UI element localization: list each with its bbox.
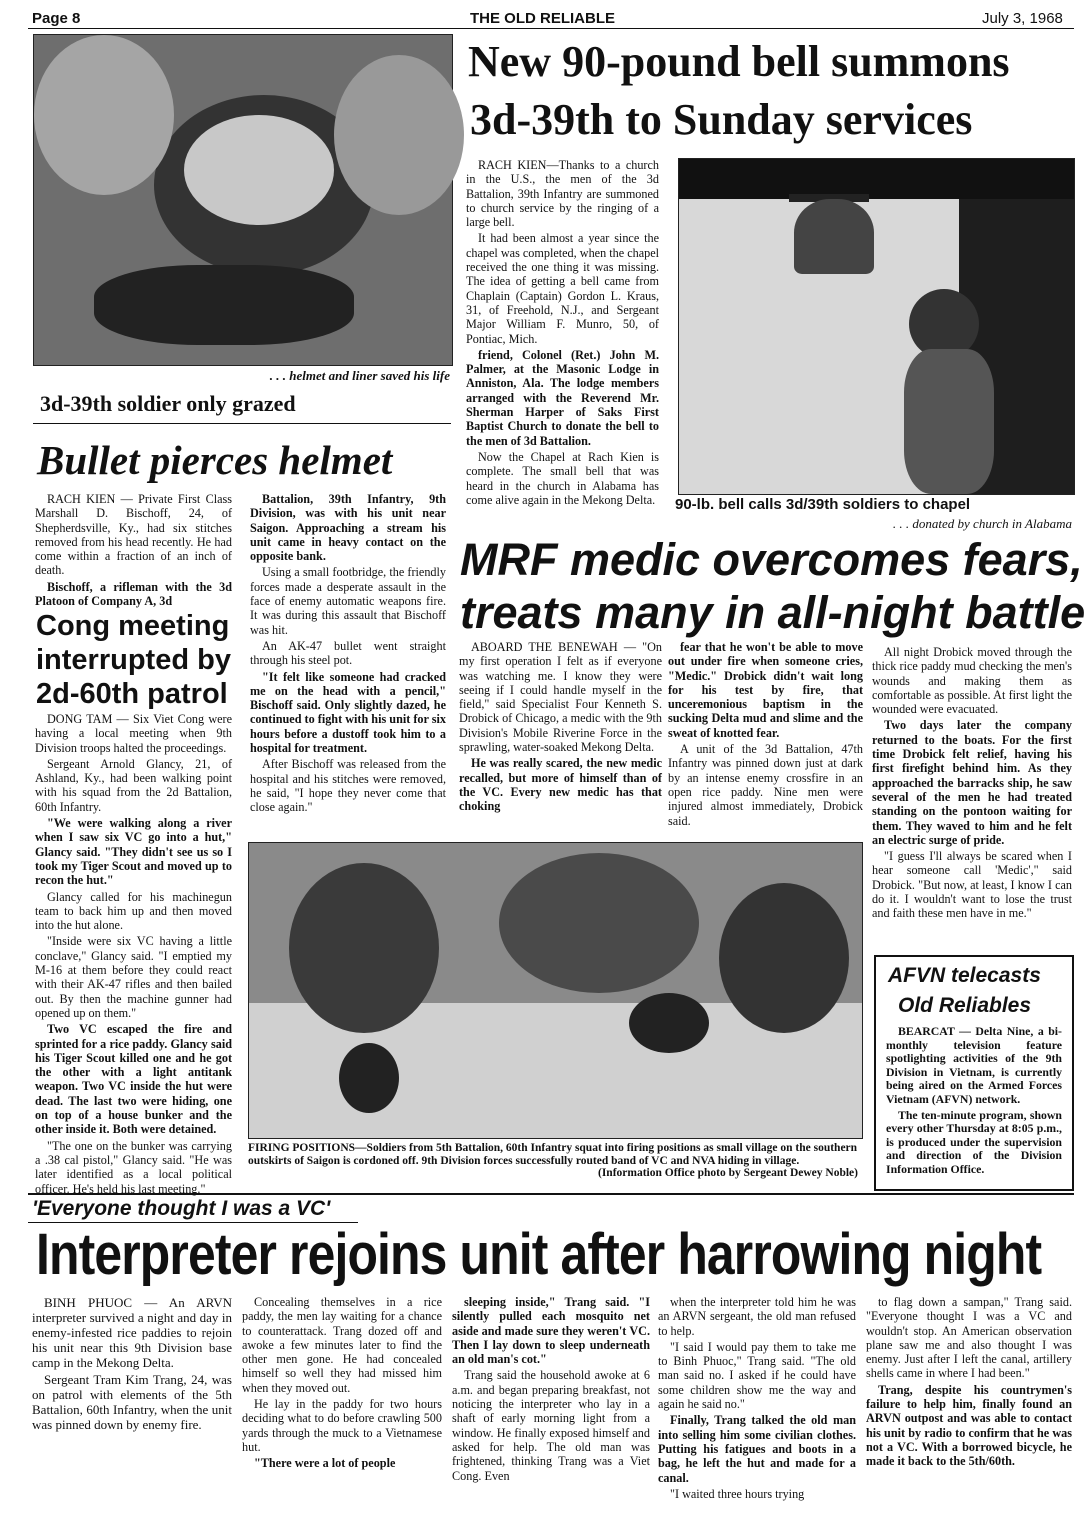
story-paragraph: Battalion, 39th Infantry, 9th Division, was with his unit near Saigon. Approaching a stream his unit came in heavy contact on the opposite bank.: [250, 492, 446, 564]
interpreter-top-rule: [28, 1193, 1074, 1195]
bell-photo-caption: 90-lb. bell calls 3d/39th soldiers to chapel: [675, 496, 971, 513]
story-paragraph: BINH PHUOC — An ARVN interpreter survived a night and day in enemy-infested rice paddies to rejoin his unit near this 9th Division base camp in the Mekong Delta.: [32, 1295, 232, 1370]
story-paragraph: An AK-47 bullet went straight through his steel pot.: [250, 638, 446, 668]
story-paragraph: He was really scared, the new medic recalled, but more of himself than of the VC. Every new medic has that choking: [459, 756, 662, 814]
helmet-story-col1: [35, 492, 232, 607]
firing-photo-caption: [248, 1142, 858, 1180]
afvn-headline-1: AFVN telecasts: [888, 964, 1041, 987]
helmet-rule: [33, 423, 451, 424]
masthead-rule: [28, 28, 1074, 29]
story-paragraph: RACH KIEN—Thanks to a church in the U.S., the men of the 3d Battalion, 39th Infantry are summoned to church service by the ringing of a large bell.: [466, 158, 659, 230]
story-paragraph: "The one on the bunker was carrying a .38 cal pistol," Glancy said. "He was later identified as a local political officer. He's held his last meeting.": [35, 1138, 232, 1196]
story-paragraph: Two VC escaped the fire and sprinted for a rice paddy. Glancy said his Tiger Scout killed one and he got the other with a light antitank weapon. Two VC inside the hut were dead. The last two were hiding, one on top of a house bunker and the other inside it. Both were detained.: [35, 1022, 232, 1137]
story-paragraph: "I said I would pay them to take me to Binh Phuoc," Trang said. "The old man said no. I asked if he could have some children show me the way and again he said no.": [658, 1339, 856, 1412]
helmet-photo-caption: . . . helmet and liner saved his life: [269, 368, 450, 383]
roof-shape: [679, 159, 1074, 199]
soldier-body: [904, 349, 994, 494]
soldier-shape-2: [629, 993, 709, 1053]
helmet-story-col2: [250, 492, 446, 828]
interpreter-col5: [866, 1295, 1072, 1510]
firing-caption-lead: FIRING POSITIONS—: [248, 1142, 367, 1154]
cong-story-body: [35, 712, 232, 1196]
story-paragraph: "There were a lot of people: [254, 1456, 396, 1471]
afvn-box: [874, 955, 1074, 1191]
mrf-headline-1: MRF medic overcomes fears,: [460, 534, 1083, 585]
helmet-highlight: [184, 115, 334, 225]
story-paragraph: sleeping inside," Trang said. "I silently pulled each mosquito net aside and made sure they weren't VC. Then I lay down to sleep underneath an old man's cot.": [452, 1295, 650, 1367]
story-paragraph: Two days later the company returned to the boats. For the first time Drobick felt relief, having his first firefight behind him. As they approached the barracks ship, he saw several of the men he had treated standing on the pontoon waiting for them. They waved to him and he felt an electric surge of pride.: [872, 718, 1072, 847]
afvn-headline-2: Old Reliables: [898, 994, 1032, 1017]
mrf-story-col3: [872, 645, 1072, 945]
story-paragraph: friend, Colonel (Ret.) John M. Palmer, at the Masonic Lodge in Anniston, Ala. The lodge members arranged with the Reverend Mr. Sherman Harper of Saks First Baptist Church to donate the bell to the men of 3d Battalion.: [466, 347, 659, 448]
story-paragraph: when the interpreter told him he was an ARVN sergeant, the old man refused to help.: [658, 1295, 856, 1338]
interpreter-kicker: 'Everyone thought I was a VC': [32, 1197, 331, 1220]
story-paragraph: It had been almost a year since the chapel was completed, when the chapel received the one thing it was missing. The idea of getting a bell came from Chaplain (Captain) Gordon L. Kraus, 31, of Freehold, N.J., and Sergeant Major William F. Munro, 50, of Pontiac, Mich.: [466, 231, 659, 346]
bell-photo-credit: . . . donated by church in Alabama: [892, 516, 1072, 531]
story-paragraph: After Bischoff was released from the hospital and his stitches were removed, he said, "I hope they never come that close again.": [250, 757, 446, 815]
story-paragraph: Glancy called for his machinegun team to back him up and then moved into the hut alone.: [35, 889, 232, 933]
story-paragraph: "It felt like someone had cracked me on the head with a pencil," Bischoff said. Only slightly dazed, he continued to fight with his unit for six hours before a dustoff took him to a hospital for treatment.: [250, 669, 446, 756]
mrf-story-col2: [668, 640, 863, 835]
foliage-shape: [34, 35, 174, 195]
foliage-shape-right: [334, 55, 464, 215]
story-paragraph: Now the Chapel at Rach Kien is complete. The small bell that was heard in the church in Alabama has come alive again in the Mekong Delta.: [466, 449, 659, 507]
interpreter-col2: [242, 1295, 442, 1510]
interpreter-headline: Interpreter rejoins unit after harrowing night: [36, 1222, 1042, 1287]
palm-shape-left: [289, 863, 439, 1033]
story-paragraph: BEARCAT — Delta Nine, a bi-monthly television feature spotlighting activities of the 9th Division in Vietnam, is currently being aired on the Armed Forces Vietnam (AFVN) network.: [886, 1024, 1062, 1106]
cong-headline-3: 2d-60th patrol: [36, 678, 228, 710]
interpreter-col1: [32, 1295, 232, 1510]
story-paragraph: Concealing themselves in a rice paddy, the men lay waiting for a chance to counterattack. Trang dozed off and awoke a few minutes later to find the other men gone. He had concealed himself so well they had missed him when they moved out.: [242, 1295, 442, 1395]
story-paragraph: Trang, despite his countrymen's failure to help him, finally found an ARVN outpost and was able to contact his unit by radio to confirm that he was not a VC. With a borrowed bicycle, he made it back to the 5th/60th.: [866, 1382, 1072, 1469]
bell-photo: [678, 158, 1075, 495]
interpreter-col4: [658, 1295, 856, 1510]
interpreter-col3: [452, 1295, 650, 1510]
soldier-shape-1: [339, 1043, 399, 1113]
mrf-story-col1: [459, 640, 662, 840]
story-paragraph: RACH KIEN — Private First Class Marshall D. Bischoff, 24, of Shepherdsville, Ky., had six stitches removed from his head recently. He had come within a fraction of an inch of death.: [35, 492, 232, 578]
firing-positions-photo: [248, 842, 863, 1139]
bell-headline-1: New 90-pound bell summons: [468, 37, 1010, 86]
story-paragraph: "I waited three hours trying: [670, 1486, 805, 1501]
story-paragraph: DONG TAM — Six Viet Cong were having a local meeting when 9th Division troops halted the proceedings.: [35, 712, 232, 755]
mrf-headline-2: treats many in all-night battle: [460, 587, 1085, 638]
firing-caption-text: Soldiers from 5th Battalion, 60th Infantry squat into firing positions as small village on the southern outskirts of Saigon is cordoned off. 9th Division forces successfully routed band of VC and NVA hiding in village.: [248, 1142, 858, 1167]
afvn-body: [886, 1025, 1062, 1185]
story-paragraph: Finally, Trang talked the old man into selling him some civilian clothes. Putting his fatigues and boots in a bag, he left the hut and made for a canal.: [658, 1413, 856, 1485]
story-paragraph: "Inside were six VC having a little conclave," Glancy said. "I emptied my M-16 at them before they could react with their AK-47 rifles and then bailed out. By then the machine gunner had opened up on them.": [35, 934, 232, 1020]
story-paragraph: "We were walking along a river when I saw six VC go into a hut," Glancy said. "They didn't see us so I took my Tiger Scout and moved up to recon the hut.": [35, 816, 232, 888]
bell-shape: [794, 199, 874, 274]
palm-shape-center: [499, 853, 699, 993]
story-paragraph: A unit of the 3d Battalion, 47th Infantry was pinned down just at dark by an intense enemy crossfire in an open rice paddy. Nine men were injured almost immediately, Drobick said.: [668, 742, 863, 828]
story-paragraph: Sergeant Tram Kim Trang, 24, was on patrol with elements of the 5th Battalion, 60th Infantry, when the unit was pinned down by enemy fire.: [32, 1372, 232, 1432]
paper-name: THE OLD RELIABLE: [470, 10, 615, 27]
page-number: Page 8: [32, 10, 81, 27]
cong-headline-2: interrupted by: [36, 644, 231, 676]
bell-headline-2: 3d-39th to Sunday services: [470, 95, 973, 144]
story-paragraph: All night Drobick moved through the thick rice paddy mud checking the men's wounds and making them as comfortable as possible. At first light the wounded were evacuated.: [872, 645, 1072, 717]
story-paragraph: ABOARD THE BENEWAH — "On my first operation I felt as if everyone was watching me. I know they were seeing if I could handle myself in the field," said Specialist Four Kenneth S. Drobick of Chicago, a medic with the 9th Division's Mobile Riverine Force in the sprawling, water-soaked Mekong Delta.: [459, 640, 662, 755]
story-paragraph: Trang said the household awoke at 6 a.m. and began preparing breakfast, not noticing the interpreter who lay in a shaft of early morning light from a window. He finally exposed himself and asked for help. The old man was frightened, thinking Trang was a Viet Cong. Even: [452, 1368, 650, 1483]
helmet-photo: [33, 34, 453, 366]
story-paragraph: The ten-minute program, shown every other Thursday at 8:05 p.m., is produced under the supervision and direction of the Division Information Office.: [886, 1107, 1062, 1176]
story-paragraph: Bischoff, a rifleman with the 3d Platoon of Company A, 3d: [35, 579, 232, 609]
firing-caption-credit: (Information Office photo by Sergeant Dewey Noble): [598, 1167, 858, 1180]
liner-shape: [94, 265, 354, 345]
cong-headline-1: Cong meeting: [36, 610, 230, 642]
story-paragraph: to flag down a sampan," Trang said. "Everyone thought I was a VC and wouldn't stop. An American observation plane saw me and also thought I was enemy. Just after I left the canal, artillery shells came in where I had been.": [866, 1295, 1072, 1381]
story-paragraph: Sergeant Arnold Glancy, 21, of Ashland, Ky., had been walking point with his squad from the 2d Battalion, 60th Infantry.: [35, 756, 232, 814]
story-paragraph: fear that he won't be able to move out under fire when someone cries, "Medic." Drobick didn't wait long for his test by fire, that unceremonious baptism in the sucking Delta mud and slime and the sweat of knotted fear.: [668, 640, 863, 740]
helmet-headline: Bullet pierces helmet: [37, 437, 393, 483]
helmet-kicker: 3d-39th soldier only grazed: [40, 391, 296, 416]
story-paragraph: "I guess I'll always be scared when I hear someone call 'Medic'," said Drobick. "But now, at least, I know I can do it. I wouldn't want to lose the trust and faith these men have in me.": [872, 849, 1072, 921]
palm-shape-right: [719, 883, 849, 1033]
story-paragraph: Using a small footbridge, the friendly forces made a desperate assault in the face of enemy automatic weapons fire. It was during this assault that Bischoff was hit.: [250, 565, 446, 637]
issue-date: July 3, 1968: [982, 10, 1063, 27]
bell-story-body: [466, 158, 659, 530]
story-paragraph: He lay in the paddy for two hours deciding what to do before crawling 500 yards through the muck to a Vietnamese hut.: [242, 1397, 442, 1454]
